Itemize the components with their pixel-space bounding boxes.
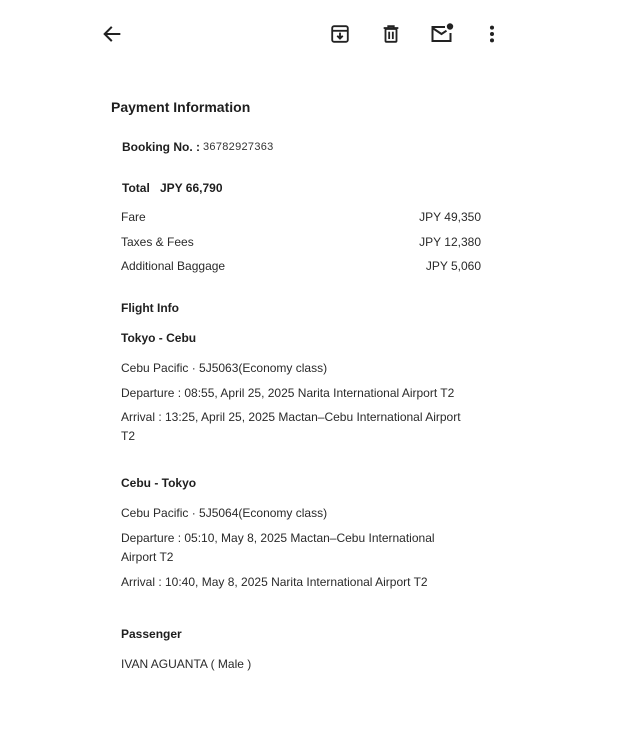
flight-departure: Departure : 05:10, May 8, 2025 Mactan–Cebu International [121, 531, 435, 545]
total-value: JPY 66,790 [160, 181, 223, 195]
booking-number: 36782927363 [203, 141, 274, 153]
flight-arrival: Arrival : 10:40, May 8, 2025 Narita International Airport T2 [121, 575, 428, 589]
toolbar [0, 0, 621, 70]
flight-departure-terminal: Airport T2 [121, 550, 174, 564]
passenger-name: IVAN AGUANTA ( Male ) [121, 657, 252, 671]
flight-route: Tokyo - Cebu [121, 331, 197, 345]
charge-value: JPY 5,060 [425, 259, 481, 273]
flight-info-heading: Flight Info [121, 301, 179, 315]
flight-departure: Departure : 08:55, April 25, 2025 Narita International Airport T2 [121, 386, 455, 400]
charge-value: JPY 49,350 [419, 210, 481, 224]
mark-unread-icon[interactable] [428, 20, 456, 48]
charge-value: JPY 12,380 [419, 235, 481, 249]
trash-icon[interactable] [377, 20, 405, 48]
page-title: Payment Information [111, 99, 251, 115]
flight-arrival: Arrival : 13:25, April 25, 2025 Mactan–Cebu International Airport [121, 410, 461, 424]
total-label: Total [122, 181, 150, 195]
archive-icon[interactable] [326, 20, 354, 48]
more-vert-icon[interactable] [478, 20, 506, 48]
charge-label: Fare [121, 210, 146, 224]
passenger-heading: Passenger [121, 627, 182, 641]
flight-route: Cebu - Tokyo [121, 476, 197, 490]
flight-arrival-terminal: T2 [121, 429, 136, 443]
back-arrow-icon[interactable] [98, 20, 126, 48]
booking-label: Booking No. : [122, 140, 200, 154]
flight-carrier: Cebu Pacific · 5J5064(Economy class) [121, 506, 328, 520]
flight-carrier: Cebu Pacific · 5J5063(Economy class) [121, 361, 328, 375]
charge-label: Taxes & Fees [121, 235, 194, 249]
charge-label: Additional Baggage [121, 259, 226, 273]
